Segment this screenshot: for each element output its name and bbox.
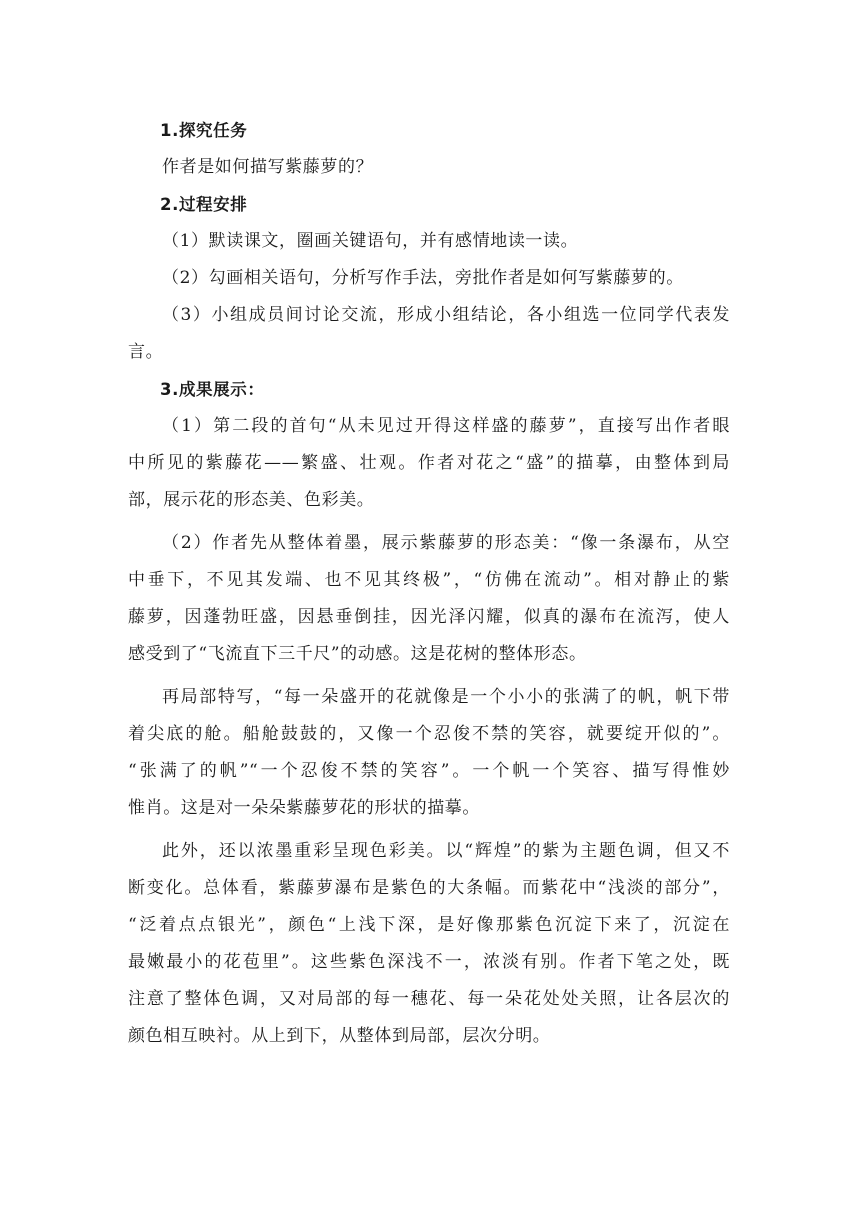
text-line: 中所见的紫藤花——繁盛、壮观。作者对花之“盛”的描摹，由整体到局 — [128, 453, 730, 473]
text-line: 断变化。总体看，紫藤萝瀑布是紫色的大条幅。而紫花中“浅淡的部分”， — [128, 878, 730, 898]
text-line: 再局部特写，“每一朵盛开的花就像是一个小小的张满了的帆，帆下带 — [162, 687, 730, 707]
text-line: “泛着点点银光”，颜色“上浅下深，是好像那紫色沉淀下来了，沉淀在 — [128, 915, 730, 935]
paragraph-closeup — [128, 679, 730, 827]
text-line: （2）作者先从整体着墨，展示紫藤萝的形态美：“像一条瀑布，从空 — [162, 533, 730, 553]
text-line: 藤萝，因蓬勃旺盛，因悬垂倒挂，因光泽闪耀，似真的瀑布在流泻，使人 — [128, 607, 730, 627]
text-line: 感受到了“飞流直下三千尺”的动感。这是花树的整体形态。 — [128, 644, 587, 664]
result-paragraph-1 — [128, 408, 730, 519]
text-line: 注意了整体色调，又对局部的每一穗花、每一朵花处处关照，让各层次的 — [128, 989, 730, 1009]
step-3: （3）小组成员间讨论交流，形成小组结论，各小组选一位同学代表发 — [162, 305, 730, 325]
text-line: 中垂下，不见其发端、也不见其终极”，“仿佛在流动”。相对静止的紫 — [128, 570, 730, 590]
question-text: 作者是如何描写紫藤萝的？ — [162, 157, 374, 177]
result-paragraph-2 — [128, 525, 730, 673]
step-1: （1）默读课文，圈画关键语句，并有感情地读一读。 — [162, 231, 579, 251]
text-line: 最嫩最小的花苞里”。这些紫色深浅不一，浓淡有别。作者下笔之处，既 — [128, 952, 730, 972]
paragraph-color — [128, 833, 730, 1055]
text-line: 惟肖。这是对一朵朵紫藤萝花的形状的描摹。 — [128, 798, 480, 818]
document-page — [128, 112, 730, 1055]
text-line: 此外，还以浓墨重彩呈现色彩美。以“辉煌”的紫为主题色调，但又不 — [162, 841, 730, 861]
text-line: 部，展示花的形态美、色彩美。 — [128, 490, 375, 510]
text-line: 颜色相互映衬。从上到下，从整体到局部，层次分明。 — [128, 1026, 551, 1046]
text-line: 着尖底的舱。船舱鼓鼓的，又像一个忍俊不禁的笑容，就要绽开似的”。 — [128, 724, 730, 744]
text-line: “张满了的帆”“一个忍俊不禁的笑容”。一个帆一个笑容、描写得惟妙 — [128, 761, 730, 781]
text-line: （1）第二段的首句“从未见过开得这样盛的藤萝”，直接写出作者眼 — [162, 416, 730, 436]
heading-inquiry-task: 1.探究任务 — [160, 121, 248, 140]
step-2: （2）勾画相关语句，分析写作手法，旁批作者是如何写紫藤萝的。 — [162, 268, 684, 288]
heading-results: 3.成果展示： — [160, 380, 265, 399]
step-3-continued: 言。 — [128, 342, 164, 362]
heading-process: 2.过程安排 — [160, 195, 248, 214]
